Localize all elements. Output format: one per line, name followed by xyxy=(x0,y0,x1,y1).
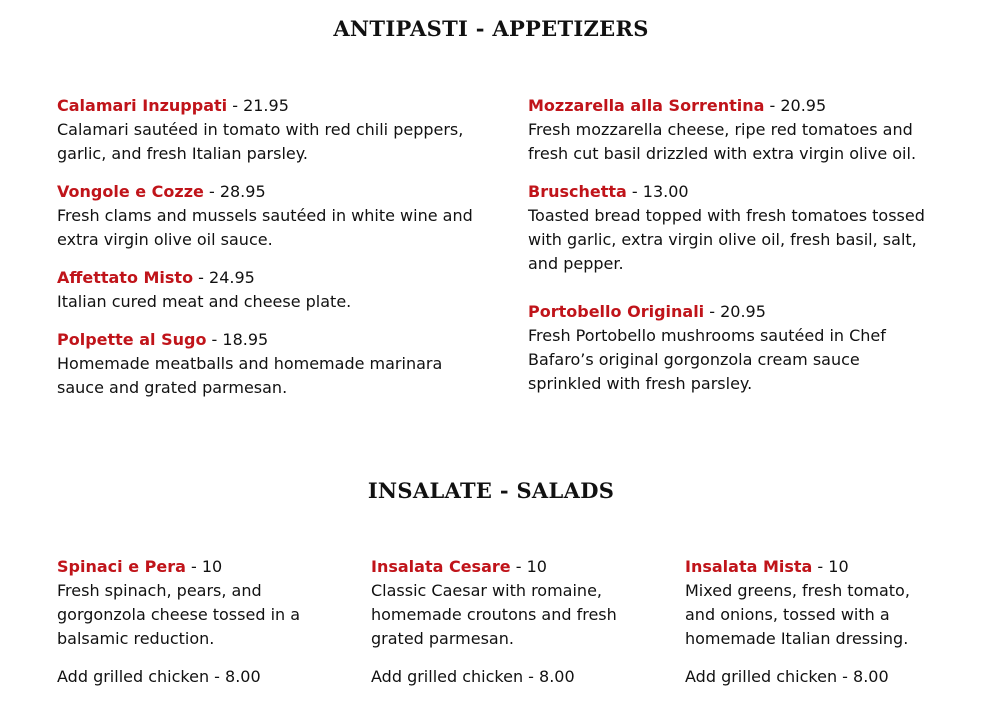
menu-item xyxy=(371,555,633,651)
salad-column xyxy=(371,555,633,689)
menu-item xyxy=(57,94,477,166)
item-description: Classic Caesar with romaine, homemade croutons and fresh grated parmesan. xyxy=(371,581,617,648)
menu-item xyxy=(528,94,938,166)
item-price: - 28.95 xyxy=(203,182,266,201)
menu-item xyxy=(57,266,477,314)
item-name: Insalata Mista xyxy=(685,557,813,576)
item-description: Fresh clams and mussels sautéed in white wine and extra virgin olive oil sauce. xyxy=(57,206,473,249)
item-price: - 10 xyxy=(510,557,547,576)
item-description: Fresh mozzarella cheese, ripe red tomatoes and fresh cut basil drizzled with extra virgin olive oil. xyxy=(528,120,917,163)
menu-item xyxy=(57,328,477,400)
item-addon: Add grilled chicken - 8.00 xyxy=(685,667,889,686)
antipasti-title: ANTIPASTI - APPETIZERS xyxy=(333,16,649,41)
salad-column xyxy=(57,555,319,689)
item-price: - 21.95 xyxy=(227,96,289,115)
item-addon: Add grilled chicken - 8.00 xyxy=(57,667,261,686)
menu-item xyxy=(57,180,477,252)
item-description: Calamari sautéed in tomato with red chili peppers, garlic, and fresh Italian parsley. xyxy=(57,120,464,163)
item-name: Portobello Originali xyxy=(528,302,705,321)
item-price: - 20.95 xyxy=(704,302,766,321)
menu-item xyxy=(528,300,938,396)
item-description: Toasted bread topped with fresh tomatoes tossed with garlic, extra virgin olive oil, fresh basil, salt, and pepper. xyxy=(528,206,925,273)
item-addon: Add grilled chicken - 8.00 xyxy=(371,667,575,686)
menu-item xyxy=(57,555,319,651)
item-price: - 13.00 xyxy=(626,182,689,201)
item-price: - 10 xyxy=(185,557,223,576)
item-name: Insalata Cesare xyxy=(371,557,511,576)
item-description: Homemade meatballs and homemade marinara sauce and grated parmesan. xyxy=(57,354,443,397)
item-name: Vongole e Cozze xyxy=(57,182,204,201)
item-price: - 24.95 xyxy=(193,268,255,287)
antipasti-right-column xyxy=(528,94,938,410)
item-description: Italian cured meat and cheese plate. xyxy=(57,292,352,311)
item-name: Mozzarella alla Sorrentina xyxy=(528,96,765,115)
item-price: - 20.95 xyxy=(764,96,827,115)
item-price: - 10 xyxy=(812,557,849,576)
item-price: - 18.95 xyxy=(206,330,269,349)
item-name: Calamari Inzuppati xyxy=(57,96,228,115)
menu-item xyxy=(685,555,935,651)
antipasti-left-column xyxy=(57,94,477,414)
item-description: Fresh spinach, pears, and gorgonzola cheese tossed in a balsamic reduction. xyxy=(57,581,301,648)
menu-item xyxy=(528,180,938,276)
item-name: Affettato Misto xyxy=(57,268,194,287)
item-description: Mixed greens, fresh tomato, and onions, tossed with a homemade Italian dressing. xyxy=(685,581,910,648)
item-name: Bruschetta xyxy=(528,182,627,201)
insalate-title: INSALATE - SALADS xyxy=(367,478,615,503)
item-name: Spinaci e Pera xyxy=(57,557,186,576)
item-description: Fresh Portobello mushrooms sautéed in Chef Bafaro’s original gorgonzola cream sauce sprinkled with fresh parsley. xyxy=(528,326,886,393)
salad-column xyxy=(685,555,935,689)
item-name: Polpette al Sugo xyxy=(57,330,207,349)
